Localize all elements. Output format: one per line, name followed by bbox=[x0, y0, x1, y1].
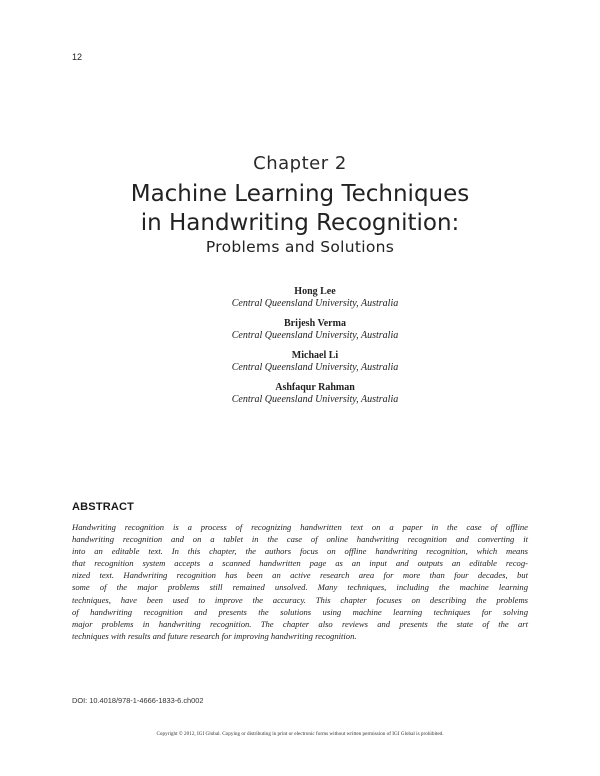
abstract-body bbox=[72, 521, 528, 642]
author-affiliation: Central Queensland University, Australia bbox=[231, 298, 399, 309]
abstract-line: into an editable text. In this chapter, the authors focus on offline handwriting recognition, which means bbox=[72, 546, 528, 557]
chapter-title-line: in Handwriting Recognition: bbox=[140, 210, 460, 236]
author-entry bbox=[150, 318, 480, 342]
abstract-heading: ABSTRACT bbox=[72, 501, 135, 513]
author-affiliation: Central Queensland University, Australia bbox=[231, 362, 399, 373]
abstract-line: nized text. Handwriting recognition has been an active research area for more than four decades, but bbox=[72, 570, 528, 581]
author-affiliation: Central Queensland University, Australia bbox=[231, 394, 399, 405]
doi: DOI: 10.4018/978-1-4666-1833-6.ch002 bbox=[72, 696, 204, 705]
author-entry bbox=[150, 286, 480, 310]
chapter-title-line: Machine Learning Techniques bbox=[130, 181, 470, 207]
author-entry bbox=[150, 382, 480, 406]
copyright-notice: Copyright © 2012, IGI Global. Copying or distributing in print or electronic forms without written permission of IGI Global is prohibited. bbox=[156, 731, 444, 737]
abstract-line: major problems in handwriting recognition. The chapter also reviews and presents the state of the art bbox=[72, 618, 528, 629]
abstract-line: that recognition system accepts a scanned handwritten page as an input and outputs an editable recog- bbox=[72, 558, 528, 569]
abstract-line: some of the major problems still remained unsolved. Many techniques, including the machine learning bbox=[72, 582, 528, 593]
author-name: Michael Li bbox=[291, 350, 339, 361]
chapter-subtitle: Problems and Solutions bbox=[205, 238, 395, 256]
chapter-title bbox=[0, 180, 600, 238]
abstract-line: handwriting recognition and on a tablet in the case of online handwriting recognition and converting it bbox=[72, 534, 528, 545]
abstract-line: Handwriting recognition is a process of recognizing handwritten text on a paper in the case of offline bbox=[72, 522, 528, 532]
abstract-line: techniques with results and future research for improving handwriting recognition. bbox=[72, 630, 357, 641]
author-affiliation: Central Queensland University, Australia bbox=[231, 330, 399, 341]
author-name: Hong Lee bbox=[294, 286, 336, 297]
author-name: Brijesh Verma bbox=[284, 318, 346, 329]
abstract-line: techniques, have been used to improve the accuracy. This chapter focuses on describing the problems bbox=[72, 594, 528, 605]
author-list bbox=[150, 286, 480, 414]
author-name: Ashfaqur Rahman bbox=[275, 382, 355, 393]
abstract-line: of handwriting recognition and presents the solutions using machine learning techniques for solving bbox=[72, 606, 528, 617]
chapter-label: Chapter 2 bbox=[253, 153, 347, 174]
author-entry bbox=[150, 350, 480, 374]
page-number: 12 bbox=[72, 52, 83, 62]
